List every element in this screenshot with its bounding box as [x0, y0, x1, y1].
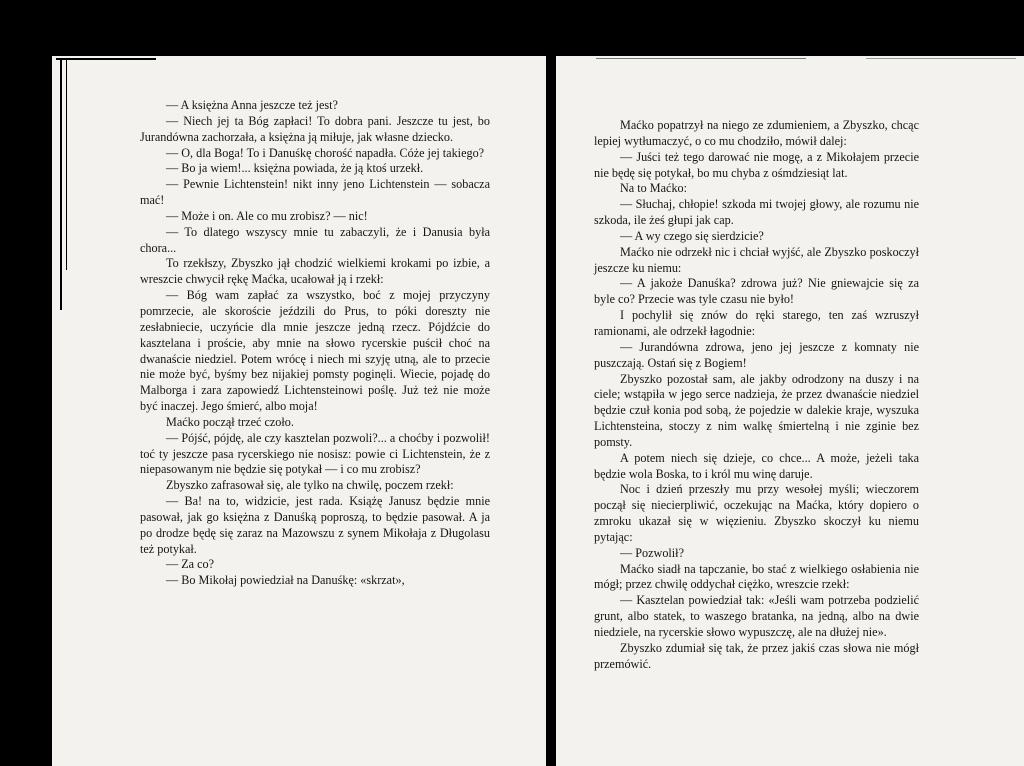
paragraph: Zbyszko zdumiał się tak, że przez jakiś czas słowa nie mógł przemówić.: [594, 640, 919, 671]
paragraph: Maćko począł trzeć czoło.: [166, 414, 294, 429]
paragraph: — Bo ja wiem!... księżna powiada, że ją ktoś urzekł.: [166, 161, 424, 176]
paragraph: Zbyszko zafrasował się, ale tylko na chwilę, poczem rzekł:: [166, 478, 454, 493]
page-edge-line: [66, 60, 67, 270]
right-page: [556, 56, 1024, 766]
paragraph: — Bo Mikołaj powiedział na Danuśkę: «skrzat»,: [166, 573, 405, 588]
paragraph: — Jurandówna zdrowa, jeno jej jeszcze z komnaty nie puszczają. Ostań się z Bogiem!: [594, 339, 919, 370]
scan-rule-line: [866, 58, 1016, 59]
scan-rule-line: [596, 58, 806, 59]
book-gutter: [546, 56, 556, 766]
paragraph: — A księżna Anna jeszcze też jest?: [166, 98, 338, 112]
paragraph: — Juści też tego darować nie mogę, a z Mikołajem przecie nie będę się potykał, bo mu chyba z ośmdziesiąt lat.: [594, 149, 919, 180]
paragraph: — Za co?: [166, 557, 215, 572]
page-edge-line: [56, 58, 156, 60]
paragraph: — Słuchaj, chłopie! szkoda mi twojej głowy, ale rozumu nie szkoda, ile żeś głupi jak cap.: [594, 197, 919, 228]
paragraph: Maćko nie odrzekł nic i chciał wyjść, ale Zbyszko poskoczył jeszcze ku niemu:: [594, 244, 919, 275]
paragraph: — A jakoże Danuśka? zdrowa już? Nie gniewajcie się za byle co? Przecie was tyle czasu nie było!: [594, 276, 919, 307]
paragraph: — Pozwolił?: [620, 545, 684, 560]
page-edge-line: [60, 60, 62, 310]
paragraph: — Bóg wam zapłać za wszystko, boć z mojej przyczyny pomrzecie, ale skoroście jeździli do Prus, to póki doreszty nie zesłabniecie, uczyńcie dla mnie jeszcze jedną rzecz. Pójdźcie do kasztelana i proście, aby mnie na słowo rycerskie puścił choć na dwanaście niedziel. Potem wrócę i niech mi szyję utną, ale to przecie nie może być, byśmy bez nijakiej pomsty poginęli. Wiecie, pojadę do Malborga i zara zapowiedź Lichtensteinowi poślę. Już też nie może być inaczej. Jego śmierć, albo moja!: [140, 288, 490, 414]
paragraph: — Niech jej ta Bóg zapłaci! To dobra pani. Jeszcze tu jest, bo Jurandówna zachorzała, a księżna ją miłuje, jak własne dziecko.: [140, 113, 490, 144]
paragraph: To rzekłszy, Zbyszko jął chodzić wielkiemi krokami po izbie, a wreszcie chwycił rękę Maćka, ucałował ją i rzekł:: [140, 256, 490, 287]
paragraph: Na to Maćko:: [620, 181, 688, 196]
paragraph: — A wy czego się sierdzicie?: [620, 228, 764, 243]
left-page-text: [140, 98, 490, 589]
paragraph: Zbyszko pozostał sam, ale jakby odrodzony na duszy i na ciele; wstąpiła w jego serce nadzieja, że przez dwanaście niedziel będzie czuł konia pod sobą, że pojedzie w dalekie kraje, wyszuka Lichtensteina, stoczy z nim walkę śmiertelną i nie zginie bez pomsty.: [594, 371, 919, 449]
paragraph: Maćko popatrzył na niego ze zdumieniem, a Zbyszko, chcąc lepiej wytłumaczyć, o co mu chodziło, mówił dalej:: [594, 118, 919, 148]
paragraph: — Pójść, pójdę, ale czy kasztelan pozwoli?... a choćby i pozwolił! toć ty jeszcze pasa rycerskiego nie nosisz: powie ci Lichtenstein, że z niepasowanym nie będzie się potykał — i co mu zrobisz?: [140, 430, 490, 477]
paragraph: Maćko siadł na tapczanie, bo stać z wielkiego osłabienia nie mógł; przez chwilę oddychał ciężko, wreszcie rzekł:: [594, 561, 919, 592]
paragraph: — Może i on. Ale co mu zrobisz? — nic!: [166, 208, 368, 223]
paragraph: — Pewnie Lichtenstein! nikt inny jeno Lichtenstein — sobacza mać!: [140, 177, 490, 208]
paragraph: A potem niech się dzieje, co chce... A może, jeżeli taka będzie wola Boska, to i król mu winę daruje.: [594, 450, 919, 481]
paragraph: — To dlatego wszyscy mnie tu zabaczyli, że i Danusia była chora...: [140, 224, 490, 255]
paragraph: — O, dla Boga! To i Danuśkę chorość napadła. Cóże jej takiego?: [166, 145, 485, 160]
paragraph: — Ba! na to, widzicie, jest rada. Książę Janusz będzie mnie pasował, jak go księżna z Danuśką poproszą, to będzie pasował. A ja po drodze będę się zaraz na Mazowszu z synem Mikołaja z Długolasu też potykał.: [140, 494, 490, 556]
left-page: [52, 56, 546, 766]
paragraph: Noc i dzień przeszły mu przy wesołej myśli; wieczorem począł się niecierpliwić, oczekując na Maćka, który dopiero o zmroku ukazał się w więzieniu. Zbyszko skoczył ku niemu pytając:: [594, 482, 919, 544]
right-page-text: [594, 118, 919, 673]
paragraph: I pochylił się znów do ręki starego, ten zaś wzruszył ramionami, ale odrzekł łagodnie:: [594, 308, 919, 338]
paragraph: — Kasztelan powiedział tak: «Jeśli wam potrzeba podzielić grunt, albo statek, to waszego bratanka, na jedną, albo na dwie niedziele, na rycerskie słowo wypuszczę, ale na dłużej nie».: [594, 593, 919, 639]
